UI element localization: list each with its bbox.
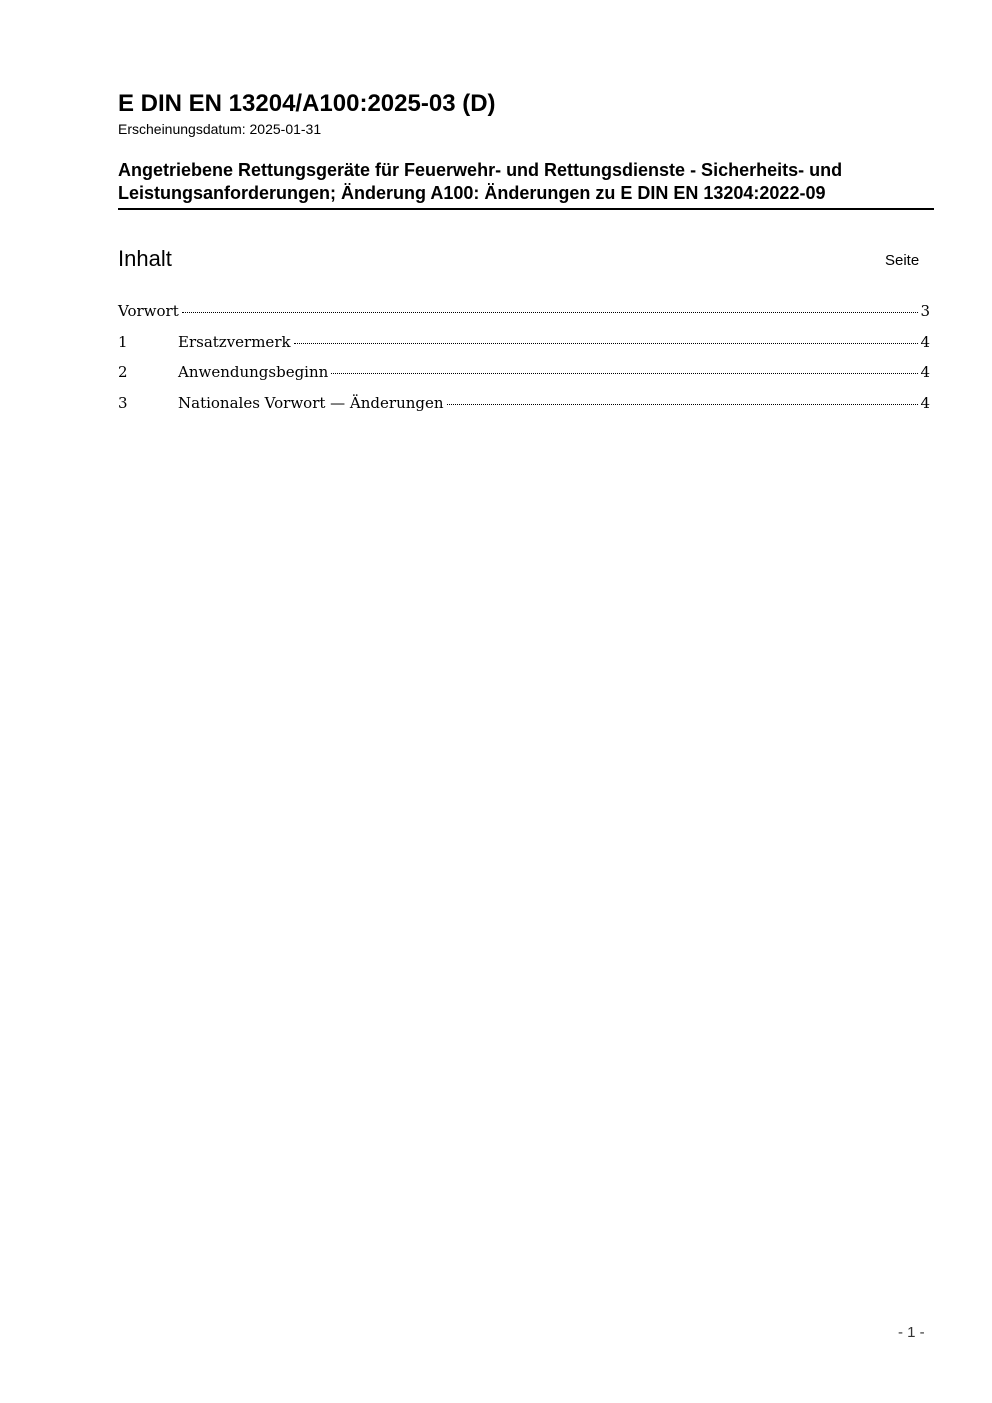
toc-entry-ersatzvermerk[interactable] xyxy=(118,331,930,362)
toc-entry-page: 4 xyxy=(920,393,930,412)
toc-entry-number: 3 xyxy=(118,393,128,412)
toc-page-heading: Seite xyxy=(885,252,920,269)
page-number: - 1 - xyxy=(898,1324,925,1341)
toc-entry-page: 4 xyxy=(920,363,930,381)
toc-dot-leader xyxy=(182,312,919,313)
document-title-line-1: Angetriebene Rettungsgeräte für Feuerwehr- und Rettungsdienste - Sicherheits- und xyxy=(118,160,843,180)
toc-entry-nationales-vorwort[interactable] xyxy=(118,392,930,423)
toc-heading: Inhalt xyxy=(118,246,172,271)
table-of-contents xyxy=(118,300,930,422)
toc-entry-label: Nationales Vorwort — Änderungen xyxy=(178,393,444,412)
toc-entry-label: Anwendungsbeginn xyxy=(178,363,329,381)
toc-entry-label: Vorwort xyxy=(118,302,179,320)
toc-entry-vorwort[interactable] xyxy=(118,300,930,331)
document-title xyxy=(118,159,934,210)
document-title-line-2: Leistungsanforderungen; Änderung A100: Änderungen zu E DIN EN 13204:2022-09 xyxy=(118,183,826,203)
toc-entry-number: 2 xyxy=(118,363,128,381)
toc-entry-number: 1 xyxy=(118,332,128,351)
toc-entry-page: 4 xyxy=(920,332,930,351)
toc-dot-leader xyxy=(447,404,919,405)
document-number: E DIN EN 13204/A100:2025-03 (D) xyxy=(118,90,496,117)
release-date: Erscheinungsdatum: 2025-01-31 xyxy=(118,121,322,137)
toc-dot-leader xyxy=(294,343,919,344)
toc-entry-page: 3 xyxy=(920,302,930,320)
toc-dot-leader xyxy=(331,373,918,374)
toc-entry-anwendungsbeginn[interactable] xyxy=(118,361,930,392)
toc-entry-label: Ersatzvermerk xyxy=(178,332,291,351)
